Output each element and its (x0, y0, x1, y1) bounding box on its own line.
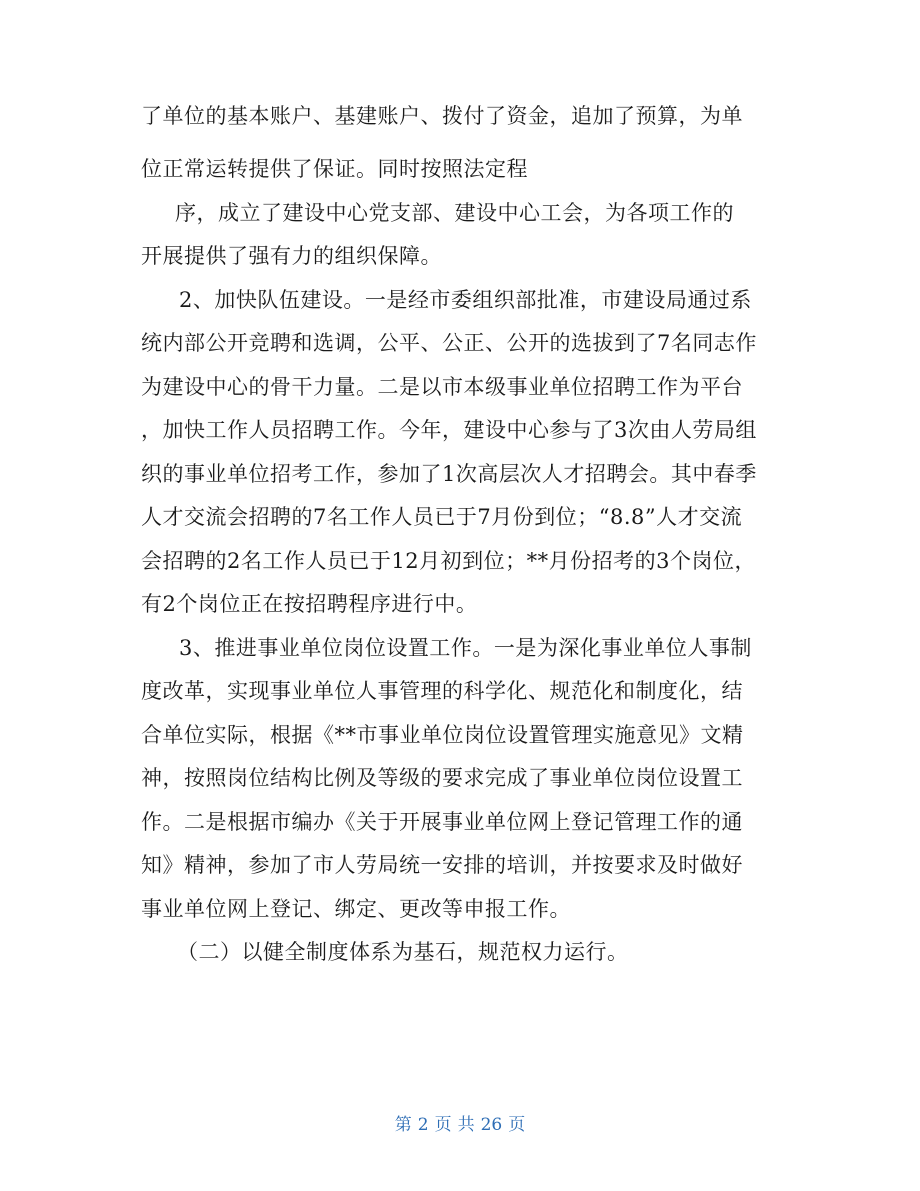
total-pages: 26 (480, 1115, 503, 1135)
text-line: 作。二是根据市编办《关于开展事业单位网上登记管理工作的通 (141, 810, 743, 834)
page-footer (0, 1113, 920, 1137)
text-line: 序，成立了建设中心党支部、建设中心工会，为各项工作的 (175, 201, 734, 225)
text-line: 3、推进事业单位岗位设置工作。一是为深化事业单位人事制 (179, 636, 752, 660)
page-unit: 页 (434, 1115, 452, 1135)
text-line: 织的事业单位招考工作，参加了1次高层次人才招聘会。其中春季 (141, 462, 757, 486)
text-line: 了单位的基本账户、基建账户、拨付了资金，追加了预算，为单 (141, 104, 743, 128)
text-line: 人才交流会招聘的7名工作人员已于7月份到位；“8.8”人才交流 (141, 505, 743, 529)
total-label: 共 (457, 1115, 475, 1135)
page-label: 第 (394, 1115, 412, 1135)
text-line: 开展提供了强有力的组织保障。 (141, 244, 442, 268)
text-line: 统内部公开竞聘和选调，公平、公正、公开的选拔到了7名同志作 (141, 331, 757, 355)
page-number: 2 (417, 1115, 429, 1135)
text-line: 会招聘的2名工作人员已于12月初到位；**月份招考的3个岗位， (141, 549, 756, 573)
text-line: 位正常运转提供了保证。同时按照法定程 (141, 157, 528, 181)
text-line: 2、加快队伍建设。一是经市委组织部批准，市建设局通过系 (179, 288, 752, 312)
text-line: 知》精神，参加了市人劳局统一安排的培训，并按要求及时做好 (141, 853, 743, 877)
text-line: 事业单位网上登记、绑定、更改等申报工作。 (141, 897, 571, 921)
text-line: 有2个岗位正在按招聘程序进行中。 (141, 592, 478, 616)
total-unit: 页 (508, 1115, 526, 1135)
text-line: 度改革，实现事业单位人事管理的科学化、规范化和制度化，结 (141, 679, 743, 703)
text-line: 为建设中心的骨干力量。二是以市本级事业单位招聘工作为平台 (141, 375, 743, 399)
text-line: 神，按照岗位结构比例及等级的要求完成了事业单位岗位设置工 (141, 766, 743, 790)
text-line: 合单位实际，根据《**市事业单位岗位设置管理实施意见》文精 (141, 723, 744, 747)
section-heading: （二）以健全制度体系为基石，规范权力运行。 (177, 940, 629, 964)
text-line: ，加快工作人员招聘工作。今年，建设中心参与了3次由人劳局组 (141, 418, 757, 442)
